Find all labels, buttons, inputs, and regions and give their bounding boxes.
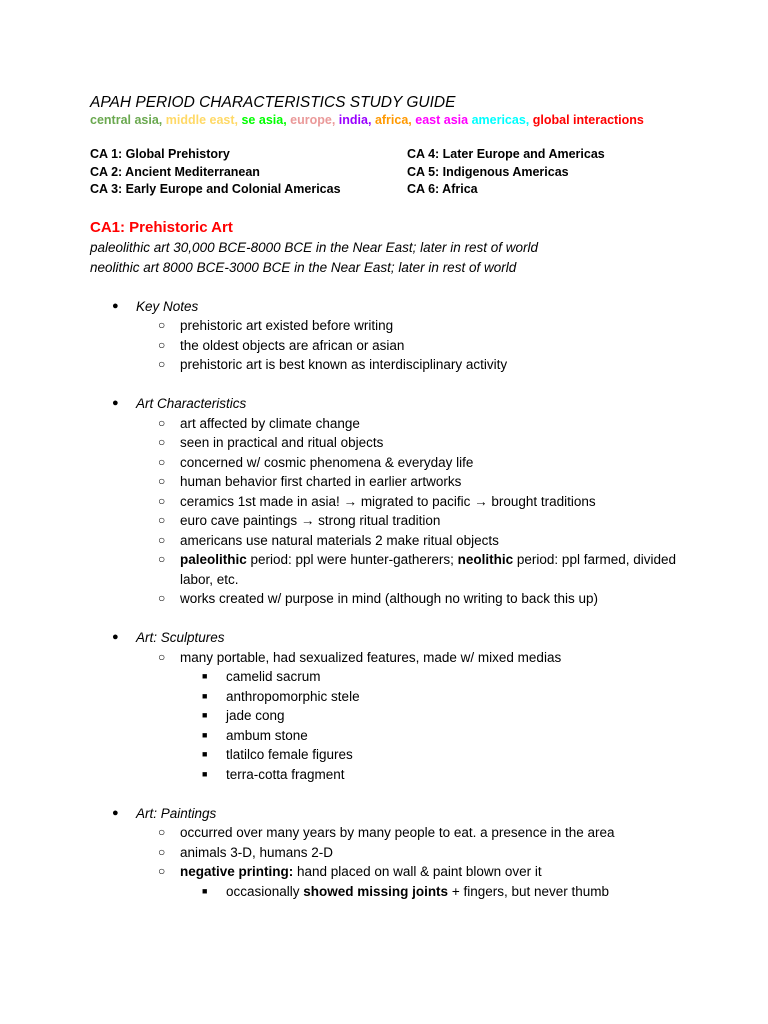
list-item: ○ occurred over many years by many people to eat. a presence in the area [136,823,690,843]
list-item: ○ euro cave paintings → strong ritual tradition [136,511,690,531]
circle-bullet-icon: ○ [158,532,166,547]
artwork-item: ■ terra-cotta fragment [180,765,690,785]
unit-ca1: CA 1: Global Prehistory [90,147,230,161]
sculptures-section [90,628,690,784]
list-item: ○ human behavior first charted in earlier artworks [136,472,690,492]
unit-ca4: CA 4: Later Europe and Americas [407,147,605,161]
list-item: ○ prehistoric art is best known as interdisciplinary activity [136,355,690,375]
region-label: middle east, [165,113,238,127]
square-bullet-icon: ■ [202,710,208,720]
unit-ca5: CA 5: Indigenous Americas [407,164,569,179]
bullet-icon: ● [112,806,119,819]
list-item: ○ paleolithic period: ppl were hunter-gatherers; neolithic period: ppl farmed, divided labor, etc. [158,552,676,587]
bullet-icon: ● [112,299,119,312]
artwork-item: ■ jade cong [180,706,690,726]
list-item: ○ seen in practical and ritual objects [136,433,690,453]
square-bullet-icon: ■ [202,690,208,701]
unit-ca6: CA 6: Africa [407,182,478,196]
list-item: ○ prehistoric art existed before writing [136,316,690,336]
region-color-key [90,112,690,128]
region-label: global interactions [532,113,644,127]
list-item: ○ americans use natural materials 2 make ritual objects [136,531,690,551]
bullet-icon: ● [112,397,119,409]
key-notes-title: Key Notes [136,298,199,314]
list-item: ○ negative printing: hand placed on wall & paint blown over it ■ occasionally showed missing joints + fingers, but never thumb [136,862,690,901]
artwork-item: ■ ambum stone [180,726,690,746]
art-characteristics-title: Art Characteristics [136,396,247,411]
artwork-item: ■ anthropomorphic stele [180,687,690,707]
section-heading: CA1: Prehistoric Art [90,218,233,236]
paintings-section [90,804,690,902]
square-bullet-icon: ■ [202,885,208,896]
circle-bullet-icon: ○ [158,825,166,839]
circle-bullet-icon: ○ [158,552,166,566]
circle-bullet-icon: ○ [158,493,166,508]
region-label: east asia [415,113,469,127]
circle-bullet-icon: ○ [158,591,166,605]
outline [90,297,690,902]
bullet-icon: ● [112,631,119,643]
list-item: ○ works created w/ purpose in mind (although no writing to back this up) [136,589,690,609]
circle-bullet-icon: ○ [158,454,166,469]
list-item: ○ ceramics 1st made in asia! → migrated to pacific → brought traditions [136,492,690,512]
key-notes-section [90,297,690,375]
artwork-item: ■ camelid sacrum [180,667,690,687]
neolithic-period: neolithic art 8000 BCE-3000 BCE in the Near East; later in rest of world [90,259,517,275]
circle-bullet-icon: ○ [158,513,166,527]
region-label: europe, [290,113,336,127]
circle-bullet-icon: ○ [158,474,166,488]
region-label: india, [338,113,372,127]
sculptures-title: Art: Sculptures [136,630,225,645]
circle-bullet-icon: ○ [158,337,166,352]
paintings-title: Art: Paintings [136,805,217,821]
square-bullet-icon: ■ [202,671,208,681]
circle-bullet-icon: ○ [158,864,166,878]
list-item: ■ occasionally showed missing joints + fingers, but never thumb [180,882,690,902]
artwork-item: ■ tlatilco female figures [180,745,690,765]
list-item: ○ concerned w/ cosmic phenomena & everyday life [136,453,690,473]
page-title: APAH PERIOD CHARACTERISTICS STUDY GUIDE [90,94,456,111]
list-item: ○ art affected by climate change [136,414,690,434]
units-list [90,146,690,199]
paleolithic-period: paleolithic art 30,000 BCE-8000 BCE in the Near East; later in rest of world [90,239,538,255]
region-label: africa, [374,113,412,127]
square-bullet-icon: ■ [202,749,208,759]
region-label: se asia, [241,113,287,127]
region-label: americas, [471,113,530,127]
circle-bullet-icon: ○ [158,318,166,332]
document-page [90,93,690,901]
list-item: ○ the oldest objects are african or asian [136,336,690,356]
circle-bullet-icon: ○ [158,435,166,449]
list-item: ○ many portable, had sexualized features, made w/ mixed medias ■ camelid sacrum ■ anthropomorphic stele ■ jade cong ■ ambum stone ■ tlatilco female figures ■ terra-cotta fragment [136,648,690,785]
square-bullet-icon: ■ [202,729,208,740]
circle-bullet-icon: ○ [158,844,166,859]
circle-bullet-icon: ○ [158,415,166,430]
unit-ca3: CA 3: Early Europe and Colonial Americas [90,182,341,196]
unit-ca2: CA 2: Ancient Mediterranean [90,164,260,179]
square-bullet-icon: ■ [202,768,208,779]
list-item: ○ animals 3-D, humans 2-D [136,843,690,863]
region-label: central asia, [90,113,163,127]
circle-bullet-icon: ○ [158,357,166,371]
art-characteristics-section [90,394,690,609]
circle-bullet-icon: ○ [158,649,166,664]
